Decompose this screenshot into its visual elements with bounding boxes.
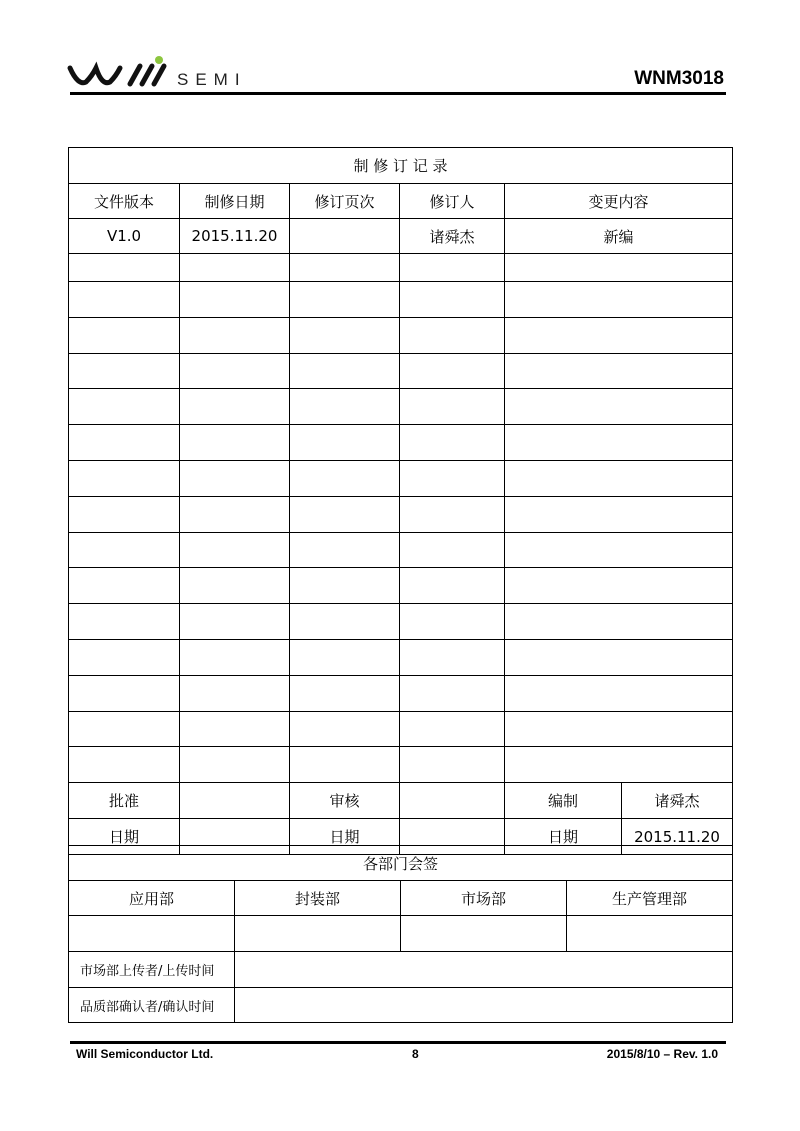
empty-cell bbox=[290, 317, 400, 353]
compile-value: 诸舜杰 bbox=[622, 783, 733, 819]
empty-cell bbox=[505, 532, 733, 568]
empty-cell bbox=[400, 317, 505, 353]
department-header: 封装部 bbox=[235, 881, 401, 916]
empty-cell bbox=[505, 425, 733, 461]
empty-cell bbox=[69, 568, 180, 604]
signature-cell bbox=[69, 916, 235, 952]
empty-cell bbox=[180, 254, 290, 282]
empty-cell bbox=[69, 496, 180, 532]
empty-cell bbox=[290, 389, 400, 425]
empty-cell bbox=[69, 532, 180, 568]
signoff-title: 各部门会签 bbox=[69, 846, 733, 881]
empty-cell bbox=[290, 568, 400, 604]
empty-cell bbox=[400, 568, 505, 604]
revision-header-row bbox=[69, 184, 733, 219]
uploader-row bbox=[69, 952, 733, 988]
table-row bbox=[69, 219, 733, 254]
footer-company: Will Semiconductor Ltd. bbox=[76, 1047, 214, 1061]
review-value bbox=[400, 783, 505, 819]
change-content-cell: 新编 bbox=[505, 219, 733, 254]
company-logo bbox=[66, 56, 266, 96]
table-row bbox=[69, 711, 733, 747]
will-logo-icon bbox=[66, 56, 176, 96]
approval-row bbox=[69, 783, 733, 819]
pages-cell bbox=[290, 219, 400, 254]
empty-cell bbox=[400, 532, 505, 568]
table-row bbox=[69, 747, 733, 783]
empty-cell bbox=[505, 496, 733, 532]
column-header: 修订页次 bbox=[290, 184, 400, 219]
signature-cell bbox=[235, 916, 401, 952]
empty-cell bbox=[400, 747, 505, 783]
empty-cell bbox=[180, 604, 290, 640]
empty-cell bbox=[400, 425, 505, 461]
empty-cell bbox=[290, 496, 400, 532]
header-divider bbox=[70, 92, 726, 95]
empty-cell bbox=[505, 460, 733, 496]
empty-cell bbox=[505, 317, 733, 353]
empty-cell bbox=[180, 747, 290, 783]
empty-cell bbox=[290, 604, 400, 640]
empty-cell bbox=[180, 460, 290, 496]
empty-cell bbox=[400, 282, 505, 318]
empty-cell bbox=[180, 353, 290, 389]
footer-divider bbox=[70, 1041, 726, 1044]
empty-cell bbox=[69, 282, 180, 318]
confirmer-row bbox=[69, 988, 733, 1023]
empty-cell bbox=[180, 425, 290, 461]
table-row bbox=[69, 675, 733, 711]
compile-date: 2015.11.20 bbox=[622, 819, 733, 855]
empty-cell bbox=[180, 711, 290, 747]
empty-cell bbox=[505, 389, 733, 425]
uploader-value bbox=[235, 952, 733, 988]
table-row bbox=[69, 254, 733, 282]
empty-cell bbox=[505, 353, 733, 389]
empty-cell bbox=[400, 353, 505, 389]
confirmer-label: 品质部确认者/确认时间 bbox=[69, 988, 235, 1023]
signature-cell bbox=[401, 916, 567, 952]
table-row bbox=[69, 639, 733, 675]
approve-label: 批准 bbox=[69, 783, 180, 819]
empty-cell bbox=[69, 711, 180, 747]
empty-cell bbox=[69, 425, 180, 461]
empty-cell bbox=[69, 254, 180, 282]
empty-cell bbox=[290, 425, 400, 461]
empty-cell bbox=[400, 496, 505, 532]
empty-cell bbox=[400, 604, 505, 640]
empty-cell bbox=[505, 568, 733, 604]
reviser-cell: 诸舜杰 bbox=[400, 219, 505, 254]
compile-label: 编制 bbox=[505, 783, 622, 819]
confirmer-value bbox=[235, 988, 733, 1023]
page-number: 8 bbox=[412, 1047, 419, 1061]
empty-cell bbox=[290, 460, 400, 496]
footer-date-revision: 2015/8/10 – Rev. 1.0 bbox=[606, 1047, 718, 1061]
department-header: 生产管理部 bbox=[567, 881, 733, 916]
table-row bbox=[69, 389, 733, 425]
empty-cell bbox=[505, 675, 733, 711]
empty-cell bbox=[505, 254, 733, 282]
date-label: 日期 bbox=[69, 819, 180, 855]
empty-cell bbox=[505, 282, 733, 318]
empty-cell bbox=[180, 496, 290, 532]
empty-cell bbox=[69, 460, 180, 496]
empty-cell bbox=[505, 639, 733, 675]
empty-cell bbox=[400, 460, 505, 496]
empty-cell bbox=[69, 317, 180, 353]
signature-cell bbox=[567, 916, 733, 952]
empty-cell bbox=[505, 604, 733, 640]
empty-cell bbox=[180, 675, 290, 711]
column-header: 变更内容 bbox=[505, 184, 733, 219]
table-row bbox=[69, 460, 733, 496]
uploader-label: 市场部上传者/上传时间 bbox=[69, 952, 235, 988]
department-signoff-table bbox=[68, 845, 733, 1023]
empty-cell bbox=[69, 747, 180, 783]
empty-cell bbox=[505, 711, 733, 747]
department-header: 市场部 bbox=[401, 881, 567, 916]
table-row bbox=[69, 532, 733, 568]
department-header-row bbox=[69, 881, 733, 916]
empty-cell bbox=[69, 389, 180, 425]
empty-cell bbox=[290, 254, 400, 282]
empty-cell bbox=[69, 604, 180, 640]
department-header: 应用部 bbox=[69, 881, 235, 916]
empty-cell bbox=[180, 282, 290, 318]
document-code: WNM3018 bbox=[634, 68, 724, 89]
empty-cell bbox=[290, 532, 400, 568]
table-row bbox=[69, 496, 733, 532]
empty-cell bbox=[400, 389, 505, 425]
table-row bbox=[69, 425, 733, 461]
empty-cell bbox=[505, 747, 733, 783]
empty-cell bbox=[290, 353, 400, 389]
empty-cell bbox=[180, 389, 290, 425]
table-row bbox=[69, 317, 733, 353]
empty-cell bbox=[180, 639, 290, 675]
empty-cell bbox=[180, 532, 290, 568]
column-header: 修订人 bbox=[400, 184, 505, 219]
department-signature-row bbox=[69, 916, 733, 952]
empty-cell bbox=[69, 639, 180, 675]
empty-cell bbox=[290, 639, 400, 675]
table-row bbox=[69, 568, 733, 604]
empty-cell bbox=[69, 675, 180, 711]
date-label: 日期 bbox=[505, 819, 622, 855]
empty-cell bbox=[290, 282, 400, 318]
empty-cell bbox=[400, 639, 505, 675]
approve-value bbox=[180, 783, 290, 819]
logo-brand-text: SEMI bbox=[177, 70, 247, 89]
table-row bbox=[69, 604, 733, 640]
empty-cell bbox=[180, 568, 290, 604]
table-row bbox=[69, 282, 733, 318]
date-label: 日期 bbox=[290, 819, 400, 855]
empty-cell bbox=[290, 675, 400, 711]
review-label: 审核 bbox=[290, 783, 400, 819]
empty-cell bbox=[69, 353, 180, 389]
date-cell: 2015.11.20 bbox=[180, 219, 290, 254]
column-header: 制修日期 bbox=[180, 184, 290, 219]
empty-cell bbox=[180, 317, 290, 353]
column-header: 文件版本 bbox=[69, 184, 180, 219]
empty-cell bbox=[400, 254, 505, 282]
empty-cell bbox=[290, 711, 400, 747]
version-cell: V1.0 bbox=[69, 219, 180, 254]
table-row bbox=[69, 353, 733, 389]
revision-table-title: 制 修 订 记 录 bbox=[69, 148, 733, 184]
empty-cell bbox=[400, 711, 505, 747]
revision-record-table bbox=[68, 147, 733, 855]
empty-cell bbox=[400, 675, 505, 711]
empty-cell bbox=[290, 747, 400, 783]
